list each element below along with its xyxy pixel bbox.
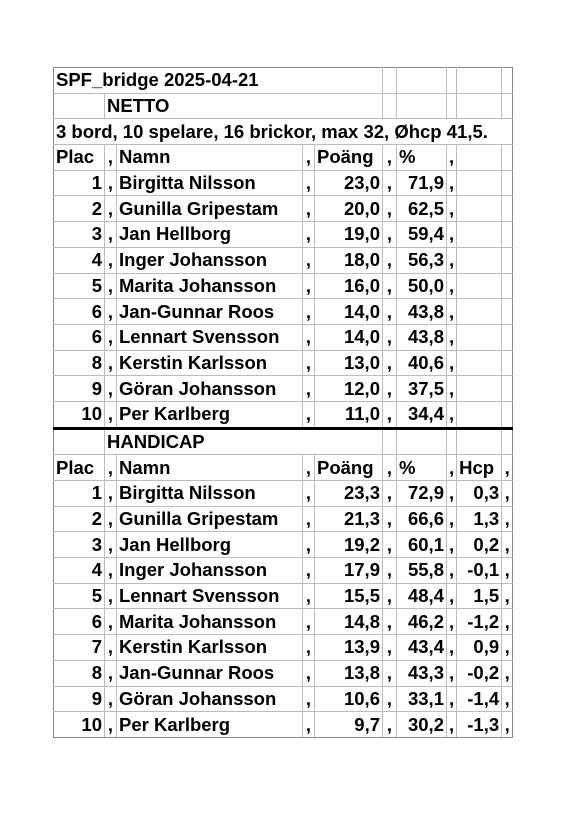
header-plac: Plac: [54, 455, 105, 481]
header-pct: %: [397, 145, 447, 171]
separator-cell: ,: [383, 401, 397, 428]
separator-cell: ,: [303, 247, 315, 273]
points-cell: 23,0: [315, 170, 383, 196]
player-name-cell: Birgitta Nilsson: [117, 481, 303, 507]
player-name-cell: Jan-Gunnar Roos: [117, 299, 303, 325]
place-cell: 9: [54, 376, 105, 402]
percent-cell: 48,4: [397, 583, 447, 609]
separator-cell: ,: [303, 196, 315, 222]
separator-cell: ,: [383, 712, 397, 738]
separator-cell: ,: [502, 660, 513, 686]
points-cell: 16,0: [315, 273, 383, 299]
separator-cell: ,: [447, 376, 457, 402]
separator-cell: ,: [447, 170, 457, 196]
header-sep: ,: [447, 145, 457, 171]
hcp-cell: -1,4: [457, 686, 502, 712]
points-cell: 11,0: [315, 401, 383, 428]
sheet-title: SPF_bridge 2025-04-21: [54, 68, 383, 94]
separator-cell: ,: [502, 609, 513, 635]
separator-cell: ,: [105, 324, 117, 350]
netto-header-row: [54, 145, 513, 171]
separator-cell: ,: [105, 583, 117, 609]
player-name-cell: Inger Johansson: [117, 558, 303, 584]
separator-cell: ,: [502, 686, 513, 712]
percent-cell: 60,1: [397, 532, 447, 558]
separator-cell: ,: [383, 299, 397, 325]
handicap-result-row: [54, 635, 513, 661]
header-sep: ,: [383, 455, 397, 481]
separator-cell: ,: [383, 506, 397, 532]
place-cell: 3: [54, 532, 105, 558]
results-sheet: [53, 67, 513, 738]
header-sep: ,: [303, 145, 315, 171]
percent-cell: 40,6: [397, 350, 447, 376]
separator-cell: ,: [303, 401, 315, 428]
percent-cell: 46,2: [397, 609, 447, 635]
header-poang: Poäng: [315, 145, 383, 171]
handicap-label-row: [54, 428, 513, 455]
percent-cell: 55,8: [397, 558, 447, 584]
tournament-info: 3 bord, 10 spelare, 16 brickor, max 32, Øhcp 41,5.: [54, 119, 513, 145]
player-name-cell: Marita Johansson: [117, 609, 303, 635]
separator-cell: ,: [303, 558, 315, 584]
separator-cell: ,: [303, 170, 315, 196]
separator-cell: ,: [105, 506, 117, 532]
player-name-cell: Jan Hellborg: [117, 532, 303, 558]
separator-cell: ,: [383, 686, 397, 712]
separator-cell: ,: [303, 609, 315, 635]
header-poang: Poäng: [315, 455, 383, 481]
separator-cell: ,: [105, 376, 117, 402]
hcp-cell: 1,3: [457, 506, 502, 532]
place-cell: 5: [54, 273, 105, 299]
hcp-cell: -1,2: [457, 609, 502, 635]
percent-cell: 56,3: [397, 247, 447, 273]
player-name-cell: Lennart Svensson: [117, 583, 303, 609]
points-cell: 18,0: [315, 247, 383, 273]
header-pct: %: [397, 455, 447, 481]
separator-cell: ,: [447, 712, 457, 738]
netto-result-row: [54, 401, 513, 428]
points-cell: 12,0: [315, 376, 383, 402]
separator-cell: ,: [383, 247, 397, 273]
handicap-result-row: [54, 506, 513, 532]
percent-cell: 43,8: [397, 299, 447, 325]
handicap-result-row: [54, 558, 513, 584]
hcp-cell: -1,3: [457, 712, 502, 738]
header-plac: Plac: [54, 145, 105, 171]
hcp-cell: -0,2: [457, 660, 502, 686]
place-cell: 2: [54, 506, 105, 532]
percent-cell: 66,6: [397, 506, 447, 532]
player-name-cell: Kerstin Karlsson: [117, 350, 303, 376]
separator-cell: ,: [447, 506, 457, 532]
separator-cell: ,: [447, 660, 457, 686]
separator-cell: ,: [303, 712, 315, 738]
separator-cell: ,: [383, 532, 397, 558]
separator-cell: ,: [383, 660, 397, 686]
handicap-result-row: [54, 532, 513, 558]
points-cell: 13,9: [315, 635, 383, 661]
percent-cell: 43,8: [397, 324, 447, 350]
points-cell: 17,9: [315, 558, 383, 584]
separator-cell: ,: [105, 170, 117, 196]
handicap-result-row: [54, 583, 513, 609]
separator-cell: ,: [105, 401, 117, 428]
percent-cell: 59,4: [397, 222, 447, 248]
separator-cell: ,: [105, 350, 117, 376]
netto-result-row: [54, 324, 513, 350]
handicap-result-row: [54, 712, 513, 738]
separator-cell: ,: [383, 170, 397, 196]
points-cell: 15,5: [315, 583, 383, 609]
separator-cell: ,: [105, 635, 117, 661]
player-name-cell: Inger Johansson: [117, 247, 303, 273]
netto-result-row: [54, 273, 513, 299]
player-name-cell: Jan Hellborg: [117, 222, 303, 248]
separator-cell: ,: [383, 196, 397, 222]
place-cell: 5: [54, 583, 105, 609]
separator-cell: ,: [447, 609, 457, 635]
netto-result-row: [54, 170, 513, 196]
netto-result-row: [54, 350, 513, 376]
points-cell: 9,7: [315, 712, 383, 738]
separator-cell: ,: [447, 401, 457, 428]
handicap-section-label: HANDICAP: [105, 428, 383, 455]
percent-cell: 30,2: [397, 712, 447, 738]
hcp-cell: 0,3: [457, 481, 502, 507]
place-cell: 6: [54, 324, 105, 350]
netto-result-row: [54, 376, 513, 402]
separator-cell: ,: [105, 712, 117, 738]
separator-cell: ,: [502, 712, 513, 738]
separator-cell: ,: [303, 532, 315, 558]
separator-cell: ,: [447, 273, 457, 299]
percent-cell: 71,9: [397, 170, 447, 196]
header-namn: Namn: [117, 455, 303, 481]
player-name-cell: Gunilla Gripestam: [117, 196, 303, 222]
separator-cell: ,: [447, 635, 457, 661]
separator-cell: ,: [502, 558, 513, 584]
title-row: [54, 68, 513, 94]
hcp-cell: 0,2: [457, 532, 502, 558]
header-namn: Namn: [117, 145, 303, 171]
separator-cell: ,: [383, 376, 397, 402]
place-cell: 3: [54, 222, 105, 248]
separator-cell: ,: [383, 324, 397, 350]
player-name-cell: Jan-Gunnar Roos: [117, 660, 303, 686]
netto-section-label: NETTO: [105, 93, 383, 119]
separator-cell: ,: [502, 532, 513, 558]
separator-cell: ,: [303, 222, 315, 248]
handicap-result-row: [54, 609, 513, 635]
percent-cell: 37,5: [397, 376, 447, 402]
separator-cell: ,: [383, 558, 397, 584]
separator-cell: ,: [383, 273, 397, 299]
player-name-cell: Göran Johansson: [117, 686, 303, 712]
header-sep: ,: [502, 455, 513, 481]
points-cell: 23,3: [315, 481, 383, 507]
separator-cell: ,: [105, 481, 117, 507]
separator-cell: ,: [447, 350, 457, 376]
separator-cell: ,: [303, 686, 315, 712]
header-sep: ,: [105, 145, 117, 171]
separator-cell: ,: [447, 196, 457, 222]
handicap-result-row: [54, 481, 513, 507]
separator-cell: ,: [303, 350, 315, 376]
place-cell: 2: [54, 196, 105, 222]
hcp-cell: 0,9: [457, 635, 502, 661]
separator-cell: ,: [105, 222, 117, 248]
netto-result-row: [54, 222, 513, 248]
separator-cell: ,: [105, 660, 117, 686]
separator-cell: ,: [105, 532, 117, 558]
percent-cell: 72,9: [397, 481, 447, 507]
separator-cell: ,: [502, 635, 513, 661]
separator-cell: ,: [303, 376, 315, 402]
handicap-header-row: [54, 455, 513, 481]
header-hcp: Hcp: [457, 455, 502, 481]
percent-cell: 33,1: [397, 686, 447, 712]
separator-cell: ,: [105, 247, 117, 273]
percent-cell: 62,5: [397, 196, 447, 222]
header-sep: ,: [447, 455, 457, 481]
place-cell: 4: [54, 558, 105, 584]
netto-label-row: [54, 93, 513, 119]
player-name-cell: Lennart Svensson: [117, 324, 303, 350]
separator-cell: ,: [447, 686, 457, 712]
netto-result-row: [54, 299, 513, 325]
separator-cell: ,: [447, 481, 457, 507]
separator-cell: ,: [447, 558, 457, 584]
separator-cell: ,: [447, 532, 457, 558]
player-name-cell: Kerstin Karlsson: [117, 635, 303, 661]
separator-cell: ,: [383, 583, 397, 609]
info-row: [54, 119, 513, 145]
points-cell: 19,0: [315, 222, 383, 248]
separator-cell: ,: [383, 222, 397, 248]
points-cell: 10,6: [315, 686, 383, 712]
header-sep: ,: [383, 145, 397, 171]
place-cell: 6: [54, 299, 105, 325]
sheet-body: [54, 68, 513, 738]
separator-cell: ,: [303, 583, 315, 609]
separator-cell: ,: [447, 583, 457, 609]
separator-cell: ,: [502, 583, 513, 609]
place-cell: 4: [54, 247, 105, 273]
player-name-cell: Gunilla Gripestam: [117, 506, 303, 532]
separator-cell: ,: [105, 609, 117, 635]
points-cell: 14,0: [315, 299, 383, 325]
hcp-cell: -0,1: [457, 558, 502, 584]
separator-cell: ,: [502, 481, 513, 507]
netto-result-row: [54, 196, 513, 222]
points-cell: 21,3: [315, 506, 383, 532]
header-sep: ,: [303, 455, 315, 481]
handicap-result-row: [54, 660, 513, 686]
player-name-cell: Birgitta Nilsson: [117, 170, 303, 196]
percent-cell: 43,3: [397, 660, 447, 686]
place-cell: 7: [54, 635, 105, 661]
header-sep: ,: [105, 455, 117, 481]
points-cell: 14,0: [315, 324, 383, 350]
hcp-cell: 1,5: [457, 583, 502, 609]
separator-cell: ,: [383, 481, 397, 507]
separator-cell: ,: [105, 273, 117, 299]
separator-cell: ,: [105, 686, 117, 712]
separator-cell: ,: [303, 299, 315, 325]
separator-cell: ,: [303, 635, 315, 661]
place-cell: 8: [54, 660, 105, 686]
place-cell: 10: [54, 401, 105, 428]
player-name-cell: Per Karlberg: [117, 401, 303, 428]
separator-cell: ,: [303, 506, 315, 532]
player-name-cell: Marita Johansson: [117, 273, 303, 299]
percent-cell: 34,4: [397, 401, 447, 428]
points-cell: 19,2: [315, 532, 383, 558]
place-cell: 10: [54, 712, 105, 738]
place-cell: 1: [54, 481, 105, 507]
separator-cell: ,: [105, 558, 117, 584]
percent-cell: 50,0: [397, 273, 447, 299]
separator-cell: ,: [303, 273, 315, 299]
separator-cell: ,: [303, 481, 315, 507]
player-name-cell: Göran Johansson: [117, 376, 303, 402]
separator-cell: ,: [383, 609, 397, 635]
separator-cell: ,: [303, 660, 315, 686]
points-cell: 14,8: [315, 609, 383, 635]
handicap-result-row: [54, 686, 513, 712]
separator-cell: ,: [447, 324, 457, 350]
points-cell: 13,8: [315, 660, 383, 686]
percent-cell: 43,4: [397, 635, 447, 661]
place-cell: 8: [54, 350, 105, 376]
separator-cell: ,: [502, 506, 513, 532]
separator-cell: ,: [383, 350, 397, 376]
points-cell: 13,0: [315, 350, 383, 376]
netto-result-row: [54, 247, 513, 273]
separator-cell: ,: [105, 299, 117, 325]
separator-cell: ,: [105, 196, 117, 222]
place-cell: 9: [54, 686, 105, 712]
player-name-cell: Per Karlberg: [117, 712, 303, 738]
place-cell: 6: [54, 609, 105, 635]
place-cell: 1: [54, 170, 105, 196]
separator-cell: ,: [383, 635, 397, 661]
separator-cell: ,: [447, 299, 457, 325]
separator-cell: ,: [303, 324, 315, 350]
separator-cell: ,: [447, 247, 457, 273]
separator-cell: ,: [447, 222, 457, 248]
points-cell: 20,0: [315, 196, 383, 222]
